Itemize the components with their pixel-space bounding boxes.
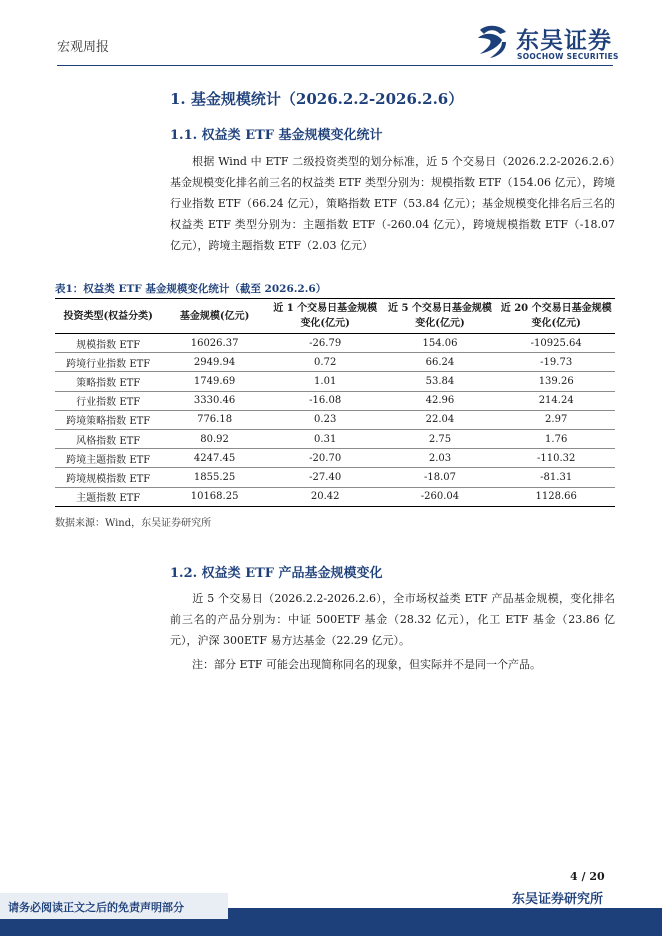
table-header-row (55, 299, 615, 334)
table-cell: -10925.64 (497, 334, 615, 353)
company-logo (476, 22, 626, 64)
table-row (55, 449, 615, 468)
footer-organization: 东吴证券研究所 (512, 892, 604, 907)
logo-english-name: SOOCHOW SECURITIES (517, 52, 619, 61)
table-cell: 2.97 (497, 410, 615, 429)
table-cell: -19.73 (497, 353, 615, 372)
table-cell: 0.72 (268, 353, 383, 372)
table-cell: 80.92 (161, 429, 267, 448)
table-cell: 1.76 (497, 429, 615, 448)
table-cell: -18.07 (383, 468, 498, 487)
logo-chinese-name: 东吴证券 (516, 28, 612, 54)
table-cell: 4247.45 (161, 449, 267, 468)
table-cell: 风格指数 ETF (55, 429, 161, 448)
page-number: 4 / 20 (570, 870, 605, 883)
table-row (55, 468, 615, 487)
column-header: 近 20 个交易日基金规模变化(亿元) (497, 299, 615, 334)
column-header: 近 5 个交易日基金规模变化(亿元) (383, 299, 498, 334)
table-cell: 42.96 (383, 391, 498, 410)
table-cell: 53.84 (383, 372, 498, 391)
table-row (55, 410, 615, 429)
table-cell: 跨境策略指数 ETF (55, 410, 161, 429)
section-1-1-paragraph (170, 151, 615, 256)
header-divider (57, 65, 613, 66)
table-cell: 行业指数 ETF (55, 391, 161, 410)
table-cell: 22.04 (383, 410, 498, 429)
table-cell: 2949.94 (161, 353, 267, 372)
table-cell: 3330.46 (161, 391, 267, 410)
section-1-2-note-text: 注：部分 ETF 可能会出现简称同名的现象，但实际并不是同一个产品。 (192, 658, 541, 671)
section-1-1-heading: 1.1. 权益类 ETF 基金规模变化统计 (170, 128, 383, 143)
table-cell: 0.23 (268, 410, 383, 429)
table-1-title: 表1：权益类 ETF 基金规模变化统计（截至 2026.2.6） (55, 283, 327, 295)
table-cell: 规模指数 ETF (55, 334, 161, 353)
table-cell: 10168.25 (161, 487, 267, 506)
table-row (55, 487, 615, 506)
table-cell: -26.79 (268, 334, 383, 353)
section-1-heading: 1. 基金规模统计（2026.2.2-2026.2.6） (170, 90, 464, 108)
table-cell: -260.04 (383, 487, 498, 506)
section-1-1-paragraph-text: 根据 Wind 中 ETF 二级投资类型的划分标准，近 5 个交易日（2026.2.2-2026.2.6）基金规模变化排名前三名的权益类 ETF 类型分别为：规模指数 ETF（154.06 亿元），跨境行业指数 ETF（66.24 亿元），策略指数 ETF（53.84 亿元）；基金规模变化排名后三名的权益类 ETF 类型分别为：主题指数 ETF（-260.04 亿元），跨境规模指数 ETF（-18.07 亿元），跨境主题指数 ETF（2.03 亿元） (170, 155, 615, 252)
table-cell: 776.18 (161, 410, 267, 429)
table-cell: -110.32 (497, 449, 615, 468)
document-type-label: 宏观周报 (57, 40, 110, 55)
table-cell: 1128.66 (497, 487, 615, 506)
etf-scale-table (55, 298, 615, 507)
table-cell: 主题指数 ETF (55, 487, 161, 506)
table-cell: 策略指数 ETF (55, 372, 161, 391)
table-cell: 2.03 (383, 449, 498, 468)
table-cell: 154.06 (383, 334, 498, 353)
table-cell: 2.75 (383, 429, 498, 448)
table-row (55, 372, 615, 391)
disclaimer-text: 请务必阅读正文之后的免责声明部分 (8, 901, 184, 914)
table-cell: 20.42 (268, 487, 383, 506)
table-cell: 跨境规模指数 ETF (55, 468, 161, 487)
table-row (55, 353, 615, 372)
section-1-2-paragraph-text: 近 5 个交易日（2026.2.2-2026.2.6），全市场权益类 ETF 产品基金规模，变化排名前三名的产品分别为：中证 500ETF 基金（28.32 亿元），化工 ETF 基金（23.86 亿元），沪深 300ETF 易方达基金（22.29 亿元）。 (170, 592, 615, 647)
table-cell: -20.70 (268, 449, 383, 468)
table-cell: -16.08 (268, 391, 383, 410)
table-cell: 1749.69 (161, 372, 267, 391)
column-header: 近 1 个交易日基金规模变化(亿元) (268, 299, 383, 334)
section-1-2-note (170, 654, 615, 675)
table-cell: 跨境主题指数 ETF (55, 449, 161, 468)
table-cell: -27.40 (268, 468, 383, 487)
table-cell: 16026.37 (161, 334, 267, 353)
logo-mark-icon (476, 24, 510, 58)
table-row (55, 391, 615, 410)
table-cell: 1855.25 (161, 468, 267, 487)
table-cell: -81.31 (497, 468, 615, 487)
table-cell: 139.26 (497, 372, 615, 391)
table-row (55, 429, 615, 448)
table-cell: 1.01 (268, 372, 383, 391)
column-header: 基金规模(亿元) (161, 299, 267, 334)
disclaimer-tag (0, 893, 228, 919)
table-source-note: 数据来源：Wind，东吴证券研究所 (55, 518, 212, 529)
table-row (55, 334, 615, 353)
table-cell: 跨境行业指数 ETF (55, 353, 161, 372)
table-cell: 66.24 (383, 353, 498, 372)
section-1-2-heading: 1.2. 权益类 ETF 产品基金规模变化 (170, 566, 383, 581)
table-cell: 214.24 (497, 391, 615, 410)
column-header: 投资类型(权益分类) (55, 299, 161, 334)
section-1-2-paragraph (170, 588, 615, 651)
table-cell: 0.31 (268, 429, 383, 448)
